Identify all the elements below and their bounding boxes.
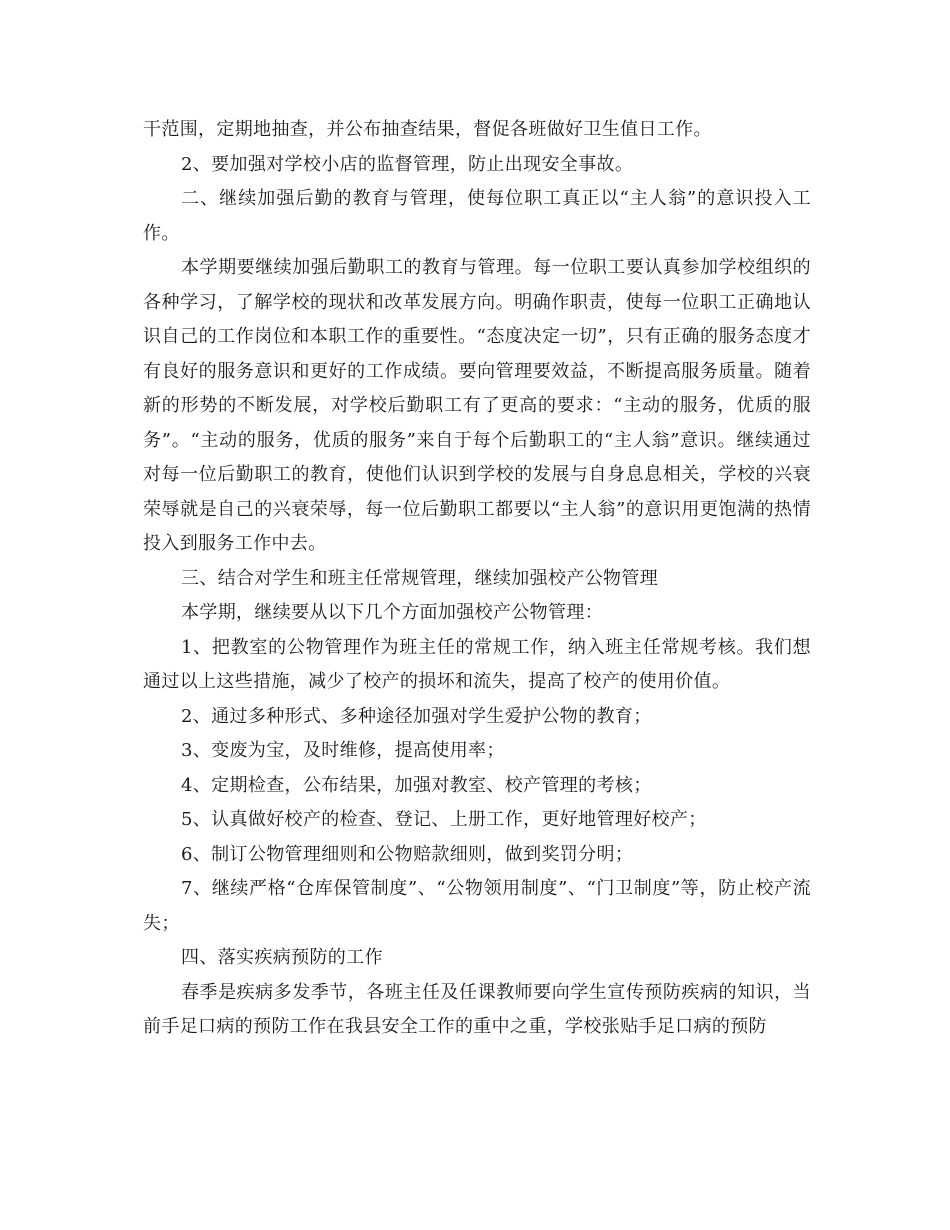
list-item-4: 4、定期检查，公布结果，加强对教室、校产管理的考核； <box>181 774 652 796</box>
section-heading-3: 三、结合对学生和班主任常规管理，继续加强校产公物管理 <box>181 567 659 589</box>
paragraph-property-intro: 本学期，继续要从以下几个方面加强校产公物管理： <box>181 602 604 623</box>
list-item-1: 1、把教室的公物管理作为班主任的常规工作，纳入班主任常规考核。我们想通过以上这些措施，减少了校产的损坏和流失，提高了校产的使用价值。 <box>143 636 811 692</box>
paragraph-continuation: 干范围，定期地抽查，并公布抽查结果，督促各班做好卫生值日工作。 <box>143 119 712 140</box>
section-heading-2: 二、继续加强后勤的教育与管理，使每位职工真正以“主人翁”的意识投入工作。 <box>143 188 811 244</box>
paragraph-item-2-shop: 2、要加强对学校小店的监督管理，防止出现安全事故。 <box>181 153 634 175</box>
section-heading-4: 四、落实疾病预防的工作 <box>181 947 383 968</box>
document-body <box>143 113 811 1045</box>
paragraph-disease-prevention: 春季是疾病多发季节，各班主任及任课教师要向学生宣传预防疾病的知识，当前手足口病的预防工作在我县安全工作的重中之重，学校张贴手足口病的预防 <box>143 981 811 1037</box>
list-item-3: 3、变废为宝，及时维修，提高使用率； <box>181 740 505 761</box>
list-item-5: 5、认真做好校产的检查、登记、上册工作，更好地管理好校产； <box>181 809 707 830</box>
list-item-2: 2、通过多种形式、多种途径加强对学生爱护公物的教育； <box>181 705 652 727</box>
paragraph-staff-education: 本学期要继续加强后勤职工的教育与管理。每一位职工要认真参加学校组织的各种学习，了解学校的现状和改革发展方向。明确作职责，使每一位职工正确地认识自己的工作岗位和本职工作的重要性。“态度决定一切”，只有正确的服务态度才有良好的服务意识和更好的工作成绩。要向管理要效益，不断提高服务质量。随着新的形势的不断发展，对学校后勤职工有了更高的要求：“主动的服务，优质的服务”。“主动的服务，优质的服务”来自于每个后勤职工的“主人翁”意识。继续通过对每一位后勤职工的教育，使他们认识到学校的发展与自身息息相关，学校的兴衰荣辱就是自己的兴衰荣辱，每一位后勤职工都要以“主人翁”的意识用更饱满的热情投入到服务工作中去。 <box>143 257 811 554</box>
list-item-7: 7、继续严格“仓库保管制度”、“公物领用制度”、“门卫制度”等，防止校产流失； <box>143 878 811 934</box>
list-item-6: 6、制订公物管理细则和公物赔款细则，做到奖罚分明； <box>181 843 634 865</box>
